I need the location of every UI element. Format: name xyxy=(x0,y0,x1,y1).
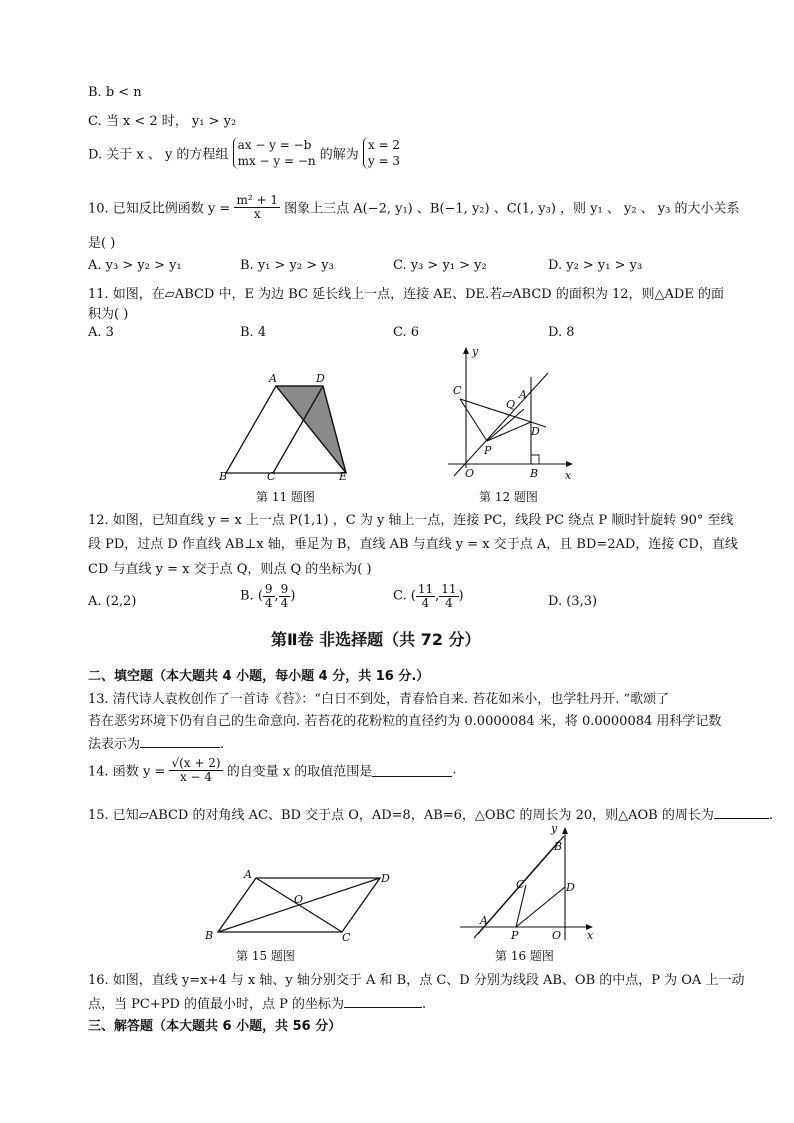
label-c: C xyxy=(267,470,276,483)
q12-b-sep: , xyxy=(274,588,279,604)
segment-pd xyxy=(516,887,565,927)
q13-stem-line1: 13. 清代诗人袁枚创作了一首诗《苔》：“白日不到处，青春恰自来. 苔花如米小，也学牡丹开. ”歌颂了 xyxy=(88,692,670,707)
q12-option-d: D. (3,3) xyxy=(548,594,598,609)
label-o: O xyxy=(465,467,475,480)
q12-option-b-open: B. ( xyxy=(240,588,263,604)
q12-c-frac-1-den: 4 xyxy=(421,595,430,610)
label-a: A xyxy=(244,868,252,881)
q16-period: . xyxy=(422,997,427,1012)
q9-option-b: B. b < n xyxy=(88,85,142,100)
label-p: P xyxy=(484,444,492,457)
q9-solution-x: x = 2 xyxy=(367,138,401,152)
q12-option-b xyxy=(240,583,295,609)
q12-c-close: ) xyxy=(458,588,464,604)
label-y: y xyxy=(551,822,558,835)
label-e: E xyxy=(339,470,348,483)
q12-stem-line1: 12. 如图，已知直线 y = x 上一点 P(1,1) ，C 为 y 轴上一点，连接 PC，线段 PC 绕点 P 顺时针旋转 90° 至线 xyxy=(88,513,734,528)
q10-option-a: A. y₃ > y₂ > y₁ xyxy=(88,258,182,273)
q14-fraction-den: x − 4 xyxy=(179,769,213,784)
label-o: O xyxy=(294,893,304,906)
q14-answer-blank[interactable] xyxy=(372,764,452,777)
figure-11-caption: 第 11 题图 xyxy=(256,490,315,504)
q9-equation-system xyxy=(233,137,316,169)
q9-system-eq1: ax − y = −b xyxy=(237,138,312,152)
q12-c-frac-2-num: 11 xyxy=(441,582,457,596)
y-axis-arrow-icon xyxy=(463,347,469,354)
q11-option-c: C. 6 xyxy=(393,325,420,340)
figure-12-caption: 第 12 题图 xyxy=(479,490,538,504)
label-b: B xyxy=(219,470,228,483)
label-b: B xyxy=(530,467,539,480)
label-d: D xyxy=(381,872,390,885)
q14-period: . xyxy=(452,762,457,778)
q13-stem-line2: 苔在恶劣环境下仍有自己的生命意向. 若苔花的花粉粒的直径约为 0.0000084 米，将 0.0000084 用科学记数 xyxy=(88,714,722,729)
label-d: D xyxy=(316,372,325,385)
label-b: B xyxy=(554,840,563,853)
q10-fraction-den: x xyxy=(253,206,261,221)
q10-fraction-num: m² + 1 xyxy=(236,193,278,207)
q12-stem-line2: 段 PD，过点 D 作直线 AB⊥x 轴，垂足为 B，直线 AB 与直线 y = x 交于点 A，且 BD=2AD，连接 CD，直线 xyxy=(88,537,738,552)
q11-option-b: B. 4 xyxy=(240,325,267,340)
label-a: A xyxy=(519,388,527,401)
label-a: A xyxy=(269,372,277,385)
q16-stem-line2 xyxy=(88,993,426,1012)
q10-fraction xyxy=(234,194,280,220)
q10-option-d: D. y₂ > y₁ > y₃ xyxy=(548,258,643,273)
q16-stem-line2-text: 点，当 PC+PD 的值最小时，点 P 的坐标为 xyxy=(88,997,345,1012)
q12-b-frac-1-den: 4 xyxy=(264,595,273,610)
label-c: C xyxy=(516,878,525,891)
q11-stem-line1: 11. 如图，在▱ABCD 中，E 为边 BC 延长线上一点，连接 AE、DE.若▱ABCD 的面积为 12，则△ADE 的面 xyxy=(88,287,724,302)
q15-stem-text: 15. 已知▱ABCD 的对角线 AC、BD 交于点 O，AD=8，AB=6，△OBC 的周长为 20，则△AOB 的周长为 xyxy=(88,808,714,823)
q12-option-c-open: C. ( xyxy=(393,588,416,604)
segment-cd xyxy=(460,399,531,422)
section2-title: 二、填空题（本大题共 4 小题，每小题 4 分，共 16 分.） xyxy=(88,669,430,684)
q15-answer-blank[interactable] xyxy=(714,806,769,819)
q9-solution-y: y = 3 xyxy=(367,154,401,169)
q12-b-close: ) xyxy=(290,588,296,604)
q14-fraction xyxy=(169,757,222,783)
segment-pd xyxy=(487,422,531,441)
q13-stem-line3-text: 法表示为 xyxy=(88,737,141,752)
figure-16 xyxy=(458,822,600,944)
q15-stem xyxy=(88,804,773,823)
q9-option-d-text: D. 关于 x 、 y 的方程组 xyxy=(88,147,229,163)
q13-period: . xyxy=(220,737,225,752)
q11-option-a: A. 3 xyxy=(88,325,114,340)
q15-period: . xyxy=(768,808,774,823)
label-c: C xyxy=(342,931,351,944)
label-d: D xyxy=(566,881,575,894)
label-q: Q xyxy=(506,398,516,411)
q14-stem-pre: 14. 函数 y = xyxy=(88,764,166,780)
q12-b-frac-1 xyxy=(263,583,275,609)
q12-option-a: A. (2,2) xyxy=(88,594,137,609)
q12-stem-line3: CD 与直线 y = x 交于点 Q，则点 Q 的坐标为( ) xyxy=(88,562,372,577)
q16-answer-blank[interactable] xyxy=(344,995,422,1008)
q9-option-c: C. 当 x < 2 时， y₁ > y₂ xyxy=(88,114,237,129)
q14-stem-post: 的自变量 x 的取值范围是 xyxy=(226,764,373,780)
q12-c-frac-2-den: 4 xyxy=(445,595,453,610)
figure-15-caption: 第 15 题图 xyxy=(236,949,295,963)
label-c: C xyxy=(453,384,462,397)
q10-stem-line2: 是( ) xyxy=(88,236,116,251)
q9-solution-system xyxy=(363,137,400,169)
label-a: A xyxy=(480,914,488,927)
figure-12 xyxy=(440,343,580,485)
q12-b-frac-2 xyxy=(279,583,291,609)
q9-option-d-mid: 的解为 xyxy=(319,147,359,163)
q11-option-d: D. 8 xyxy=(548,325,575,340)
q10-stem-post: 图象上三点 A(−2, y₁) 、B(−1, y₂) 、C(1, y₃) ，则 y₁ 、 y₂ 、 y₃ 的大小关系 xyxy=(284,201,740,217)
q10-stem xyxy=(88,194,739,220)
q14-fraction-num: √(x + 2) xyxy=(171,756,221,770)
q13-answer-blank[interactable] xyxy=(140,735,220,748)
segment-pc xyxy=(460,399,487,441)
section3-title: 三、解答题（本大题共 6 小题，共 56 分） xyxy=(88,1019,342,1034)
label-x: x xyxy=(587,929,594,942)
q12-option-c xyxy=(393,583,464,609)
q10-option-b: B. y₁ > y₂ > y₃ xyxy=(240,258,334,273)
label-p: P xyxy=(511,929,519,942)
q12-b-frac-1-num: 9 xyxy=(264,582,273,596)
right-angle-mark xyxy=(531,455,539,464)
figure-16-caption: 第 16 题图 xyxy=(495,949,554,963)
q10-option-c: C. y₃ > y₁ > y₂ xyxy=(393,258,487,273)
q12-c-sep: , xyxy=(435,588,440,604)
q9-system-eq2: mx − y = −n xyxy=(237,154,316,169)
label-y: y xyxy=(472,345,479,358)
q14-stem xyxy=(88,757,456,783)
q10-stem-pre: 10. 已知反比例函数 y = xyxy=(88,201,231,217)
x-axis-arrow-icon xyxy=(566,461,573,467)
q11-stem-line2: 积为( ) xyxy=(88,307,129,322)
figure-11 xyxy=(210,368,360,483)
q12-c-frac-2 xyxy=(439,583,458,609)
q16-stem-line1: 16. 如图，直线 y=x+4 与 x 轴、y 轴分别交于 A 和 B，点 C、D 分别为线段 AB、OB 的中点，P 为 OA 上一动 xyxy=(88,973,745,988)
q13-stem-line3 xyxy=(88,733,224,752)
q12-b-frac-2-num: 9 xyxy=(280,582,289,596)
q12-c-frac-1 xyxy=(416,583,435,609)
label-x: x xyxy=(565,469,572,482)
label-o: O xyxy=(552,929,562,942)
q9-option-d xyxy=(88,137,400,169)
label-b: B xyxy=(205,929,214,942)
figure-15 xyxy=(200,866,398,944)
label-d: D xyxy=(531,425,540,438)
q12-c-frac-1-num: 11 xyxy=(417,582,434,596)
y-axis-arrow-icon xyxy=(562,827,568,834)
q12-b-frac-2-den: 4 xyxy=(280,595,289,610)
part2-title: 第Ⅱ卷 非选择题（共 72 分） xyxy=(271,630,481,649)
